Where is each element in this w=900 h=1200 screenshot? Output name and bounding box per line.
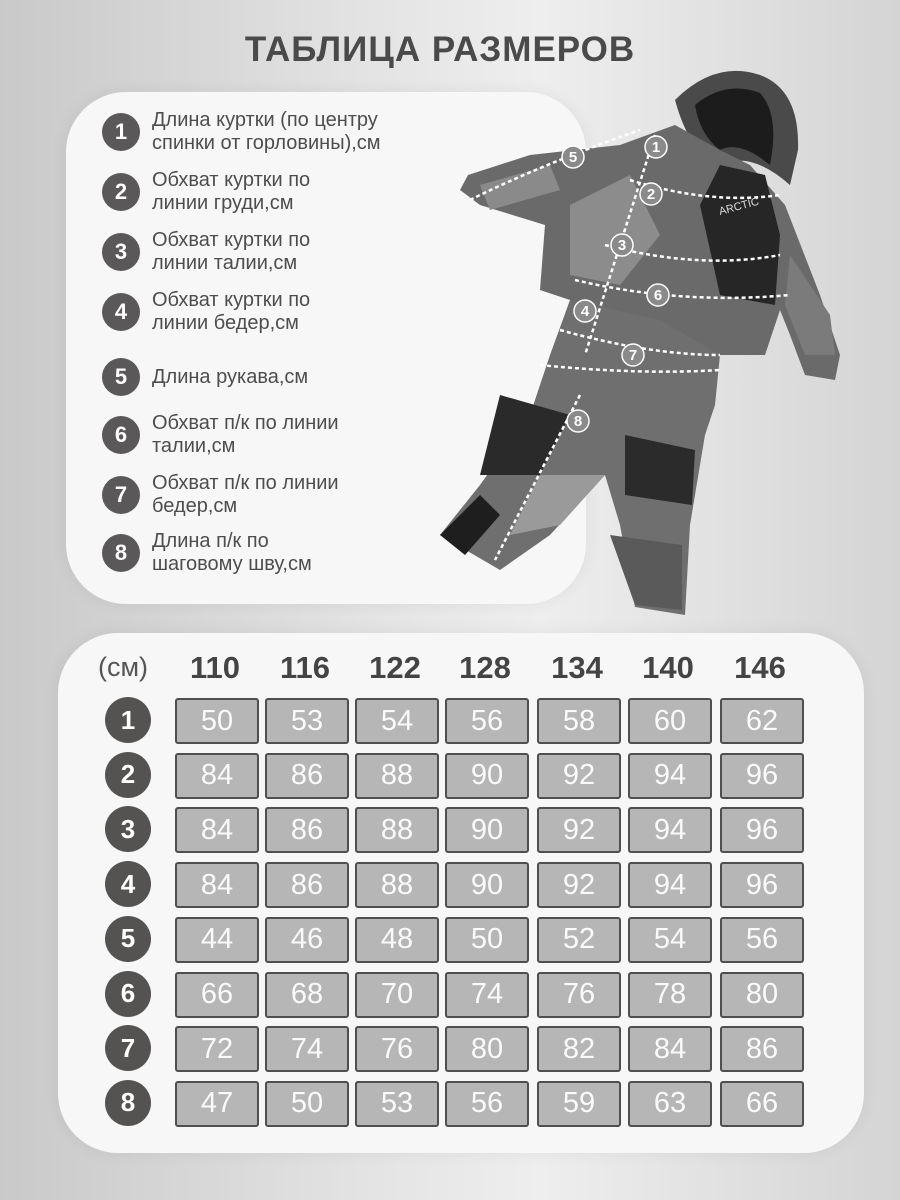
table-cell: 59 bbox=[537, 1081, 621, 1127]
table-cell: 66 bbox=[720, 1081, 804, 1127]
legend-text: Длина куртки (по центру спинки от горловины),см bbox=[152, 109, 381, 154]
svg-text:6: 6 bbox=[653, 287, 663, 304]
table-cell: 86 bbox=[720, 1026, 804, 1072]
table-cell: 90 bbox=[445, 753, 529, 799]
table-cell: 86 bbox=[265, 862, 349, 908]
table-cell: 66 bbox=[175, 972, 259, 1018]
table-cell: 80 bbox=[445, 1026, 529, 1072]
table-cell: 70 bbox=[355, 972, 439, 1018]
row-number: 7 bbox=[105, 1025, 151, 1071]
row-number: 8 bbox=[105, 1080, 151, 1126]
legend-number: 3 bbox=[102, 233, 140, 271]
svg-text:2: 2 bbox=[646, 186, 656, 203]
marker-4 bbox=[574, 300, 596, 322]
table-cell: 50 bbox=[175, 698, 259, 744]
marker-2 bbox=[640, 183, 662, 205]
table-cell: 88 bbox=[355, 807, 439, 853]
marker-6 bbox=[647, 284, 669, 306]
legend-text: Длина рукава,см bbox=[152, 365, 309, 388]
table-cell: 80 bbox=[720, 972, 804, 1018]
row-number: 1 bbox=[105, 697, 151, 743]
table-cell: 96 bbox=[720, 862, 804, 908]
table-cell: 54 bbox=[355, 698, 439, 744]
svg-text:1: 1 bbox=[651, 139, 661, 156]
table-cell: 82 bbox=[537, 1026, 621, 1072]
marker-8 bbox=[567, 410, 589, 432]
table-cell: 44 bbox=[175, 917, 259, 963]
table-cell: 53 bbox=[355, 1081, 439, 1127]
table-cell: 78 bbox=[628, 972, 712, 1018]
table-cell: 86 bbox=[265, 807, 349, 853]
legend-number: 5 bbox=[102, 358, 140, 396]
snowsuit-illustration bbox=[420, 55, 880, 615]
marker-7 bbox=[622, 344, 644, 366]
legend-text: Обхват куртки по линии бедер,см bbox=[152, 289, 311, 334]
table-cell: 47 bbox=[175, 1081, 259, 1127]
legend-number: 2 bbox=[102, 173, 140, 211]
table-cell: 56 bbox=[720, 917, 804, 963]
table-cell: 50 bbox=[445, 917, 529, 963]
jacket-print-text: ARCTIC bbox=[717, 195, 761, 218]
legend-text: Обхват куртки по линии груди,см bbox=[152, 169, 311, 214]
table-cell: 76 bbox=[355, 1026, 439, 1072]
table-cell: 62 bbox=[720, 698, 804, 744]
legend-number: 6 bbox=[102, 416, 140, 454]
table-cell: 94 bbox=[628, 753, 712, 799]
table-cell: 53 bbox=[265, 698, 349, 744]
row-number: 6 bbox=[105, 971, 151, 1017]
table-cell: 52 bbox=[537, 917, 621, 963]
table-cell: 92 bbox=[537, 753, 621, 799]
table-cell: 74 bbox=[265, 1026, 349, 1072]
row-number: 5 bbox=[105, 916, 151, 962]
table-cell: 84 bbox=[175, 807, 259, 853]
table-cell: 90 bbox=[445, 807, 529, 853]
marker-3 bbox=[611, 234, 633, 256]
table-cell: 46 bbox=[265, 917, 349, 963]
legend-number: 4 bbox=[102, 293, 140, 331]
svg-text:5: 5 bbox=[568, 149, 578, 166]
table-cell: 68 bbox=[265, 972, 349, 1018]
size-header: 146 bbox=[734, 650, 786, 685]
unit-label: (см) bbox=[98, 652, 149, 682]
legend-number: 1 bbox=[102, 113, 140, 151]
table-cell: 72 bbox=[175, 1026, 259, 1072]
row-number: 4 bbox=[105, 861, 151, 907]
row-number: 3 bbox=[105, 806, 151, 852]
table-cell: 74 bbox=[445, 972, 529, 1018]
marker-1 bbox=[645, 136, 667, 158]
legend-text: Обхват п/к по линии талии,см bbox=[152, 412, 339, 457]
svg-text:3: 3 bbox=[617, 237, 627, 254]
table-cell: 56 bbox=[445, 698, 529, 744]
table-cell: 58 bbox=[537, 698, 621, 744]
svg-text:8: 8 bbox=[573, 413, 583, 430]
marker-5 bbox=[562, 146, 584, 168]
table-cell: 90 bbox=[445, 862, 529, 908]
table-cell: 88 bbox=[355, 753, 439, 799]
legend-text: Длина п/к по шаговому шву,см bbox=[152, 530, 312, 575]
size-header: 140 bbox=[642, 650, 694, 685]
table-cell: 96 bbox=[720, 807, 804, 853]
table-cell: 94 bbox=[628, 862, 712, 908]
legend-number: 8 bbox=[102, 534, 140, 572]
legend-text: Обхват куртки по линии талии,см bbox=[152, 229, 311, 274]
table-cell: 84 bbox=[175, 862, 259, 908]
table-cell: 92 bbox=[537, 807, 621, 853]
legend-text: Обхват п/к по линии бедер,см bbox=[152, 472, 339, 517]
page-title: ТАБЛИЦА РАЗМЕРОВ bbox=[244, 30, 636, 69]
table-cell: 84 bbox=[628, 1026, 712, 1072]
size-header: 116 bbox=[279, 650, 330, 685]
table-cell: 88 bbox=[355, 862, 439, 908]
size-header: 122 bbox=[369, 650, 421, 685]
table-cell: 92 bbox=[537, 862, 621, 908]
table-cell: 76 bbox=[537, 972, 621, 1018]
table-cell: 56 bbox=[445, 1081, 529, 1127]
table-cell: 50 bbox=[265, 1081, 349, 1127]
table-cell: 84 bbox=[175, 753, 259, 799]
legend-number: 7 bbox=[102, 476, 140, 514]
svg-text:4: 4 bbox=[580, 303, 590, 320]
size-header: 134 bbox=[551, 650, 603, 685]
table-cell: 96 bbox=[720, 753, 804, 799]
size-header: 128 bbox=[459, 650, 511, 685]
row-number: 2 bbox=[105, 752, 151, 798]
table-cell: 86 bbox=[265, 753, 349, 799]
size-header: 110 bbox=[189, 650, 240, 685]
table-cell: 94 bbox=[628, 807, 712, 853]
table-cell: 48 bbox=[355, 917, 439, 963]
table-cell: 60 bbox=[628, 698, 712, 744]
table-cell: 63 bbox=[628, 1081, 712, 1127]
svg-text:7: 7 bbox=[628, 347, 638, 364]
table-cell: 54 bbox=[628, 917, 712, 963]
